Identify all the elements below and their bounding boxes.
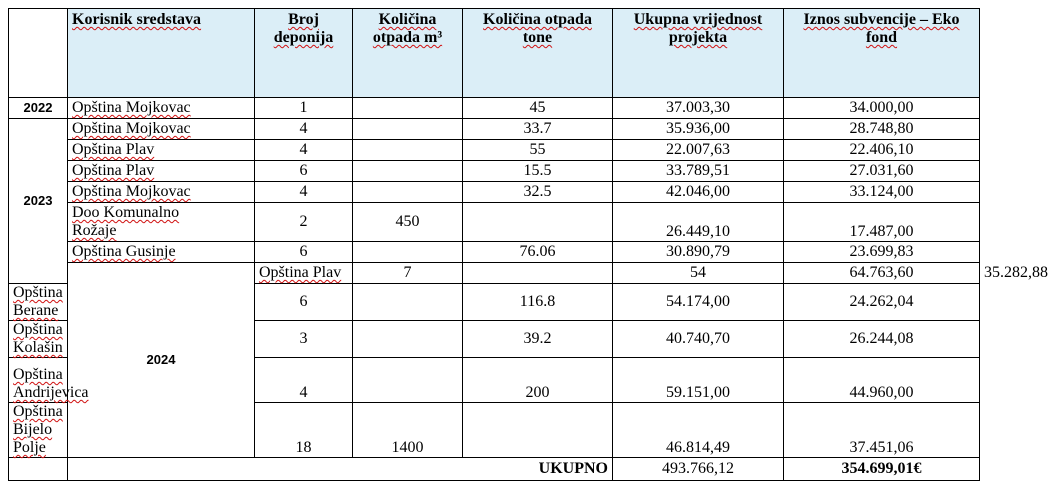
vrijednost-cell: 54.174,00 — [613, 284, 784, 321]
user-cell: Opština Andrijevica — [13, 366, 89, 401]
total-blank-cell — [9, 458, 68, 481]
vrijednost-cell: 40.740,70 — [613, 321, 784, 358]
vrijednost-cell: 22.007,63 — [613, 140, 784, 161]
user-cell: Opština Mojkovac — [72, 120, 191, 137]
total-label: UKUPNO — [68, 458, 613, 481]
vrijednost-cell: 30.890,79 — [613, 242, 784, 263]
m3-cell: 1400 — [353, 403, 463, 458]
user-cell: Opština Mojkovac — [72, 183, 191, 200]
user-cell: Opština Plav — [259, 264, 342, 281]
tone-cell: 55 — [463, 140, 613, 161]
tone-cell: 76.06 — [463, 242, 613, 263]
table-row — [9, 203, 980, 242]
user-cell: Opština Berane — [13, 284, 63, 319]
subvencija-cell: 44.960,00 — [784, 358, 980, 403]
broj-cell: 6 — [255, 161, 353, 182]
tone-cell: 33.7 — [463, 119, 613, 140]
m3-cell — [353, 119, 463, 140]
user-cell-line2: Rožaje — [72, 222, 117, 239]
user-cell: Opština Bijelo Polje — [13, 403, 63, 456]
broj-cell: 4 — [255, 358, 353, 403]
tone-cell: 32.5 — [463, 182, 613, 203]
tone-cell: 200 — [463, 358, 613, 403]
tone-cell: 39.2 — [463, 321, 613, 358]
user-cell: Opština Mojkovac — [72, 99, 191, 116]
table-row — [9, 119, 980, 140]
vrijednost-cell: 46.814,49 — [613, 403, 784, 458]
broj-cell: 6 — [255, 242, 353, 263]
total-vrijednost: 493.766,12 — [613, 458, 784, 481]
vrijednost-cell: 64.763,60 — [784, 263, 980, 284]
subvencija-cell: 23.699,83 — [784, 242, 980, 263]
m3-cell: 450 — [353, 203, 463, 242]
vrijednost-cell: 42.046,00 — [613, 182, 784, 203]
header-kolicina-m3: Količina otpada m³ — [372, 11, 443, 46]
m3-cell — [353, 242, 463, 263]
tone-cell: 54 — [613, 263, 784, 284]
broj-cell: 4 — [255, 119, 353, 140]
tone-cell: 116.8 — [463, 284, 613, 321]
broj-cell: 4 — [255, 140, 353, 161]
year-2023-cell: 2023 — [9, 119, 68, 284]
vrijednost-cell: 35.936,00 — [613, 119, 784, 140]
tone-cell: 15.5 — [463, 161, 613, 182]
table-row: 2024 Opština Plav 7 54 64.763,60 35.282,88 — [9, 263, 980, 284]
subvencija-cell: 27.031,60 — [784, 161, 980, 182]
m3-cell — [353, 284, 463, 321]
tone-cell — [463, 403, 613, 458]
m3-cell — [353, 98, 463, 119]
subvencija-cell: 37.451,06 — [784, 403, 980, 458]
vrijednost-cell: 26.449,10 — [613, 203, 784, 242]
subsidy-table — [8, 8, 1048, 481]
m3-cell — [353, 140, 463, 161]
table-row — [9, 242, 980, 263]
header-kolicina-tone: Količina otpada tone — [483, 11, 592, 46]
user-cell: Opština Plav — [72, 141, 155, 158]
subvencija-cell: 28.748,80 — [784, 119, 980, 140]
subvencija-cell: 34.000,00 — [784, 98, 980, 119]
broj-cell: 18 — [255, 403, 353, 458]
table-row — [9, 140, 980, 161]
broj-cell: 1 — [255, 98, 353, 119]
table-row — [9, 98, 980, 119]
header-blank-cell — [9, 9, 68, 98]
tone-cell: 45 — [463, 98, 613, 119]
broj-cell: 4 — [255, 182, 353, 203]
user-cell-line1: Doo Komunalno — [72, 204, 180, 221]
m3-cell — [463, 263, 613, 284]
header-vrijednost: Ukupna vrijednost projekta — [633, 11, 763, 46]
subvencija-cell: 22.406,10 — [784, 140, 980, 161]
vrijednost-cell: 59.151,00 — [613, 358, 784, 403]
subvencija-cell: 26.244,08 — [784, 321, 980, 358]
table-row — [9, 161, 980, 182]
year-2024-cell: 2024 — [68, 263, 255, 458]
total-row — [9, 458, 980, 481]
user-cell: Opština Kolašin — [13, 321, 63, 356]
total-subvencija: 354.699,01€ — [784, 458, 980, 481]
broj-cell: 7 — [353, 263, 463, 284]
table-row — [9, 182, 980, 203]
user-cell: Opština Gusinje — [72, 243, 176, 260]
subvencija-cell: 33.124,00 — [784, 182, 980, 203]
subvencija-cell: 24.262,04 — [784, 284, 980, 321]
tone-cell — [463, 203, 613, 242]
header-subvencija: Iznos subvencije – Eko fond — [803, 11, 960, 46]
broj-cell: 6 — [255, 284, 353, 321]
user-cell: Opština Plav — [72, 162, 155, 179]
broj-cell: 2 — [255, 203, 353, 242]
header-user: Korisnik sredstava — [72, 11, 202, 28]
vrijednost-cell: 37.003,30 — [613, 98, 784, 119]
year-2022-cell: 2022 — [9, 98, 68, 119]
subvencija-cell: 17.487,00 — [784, 203, 980, 242]
header-deponije: Broj deponija — [273, 11, 334, 46]
broj-cell: 3 — [255, 321, 353, 358]
m3-cell — [353, 358, 463, 403]
m3-cell — [353, 161, 463, 182]
header-row — [9, 9, 980, 98]
vrijednost-cell: 33.789,51 — [613, 161, 784, 182]
m3-cell — [353, 321, 463, 358]
m3-cell — [353, 182, 463, 203]
